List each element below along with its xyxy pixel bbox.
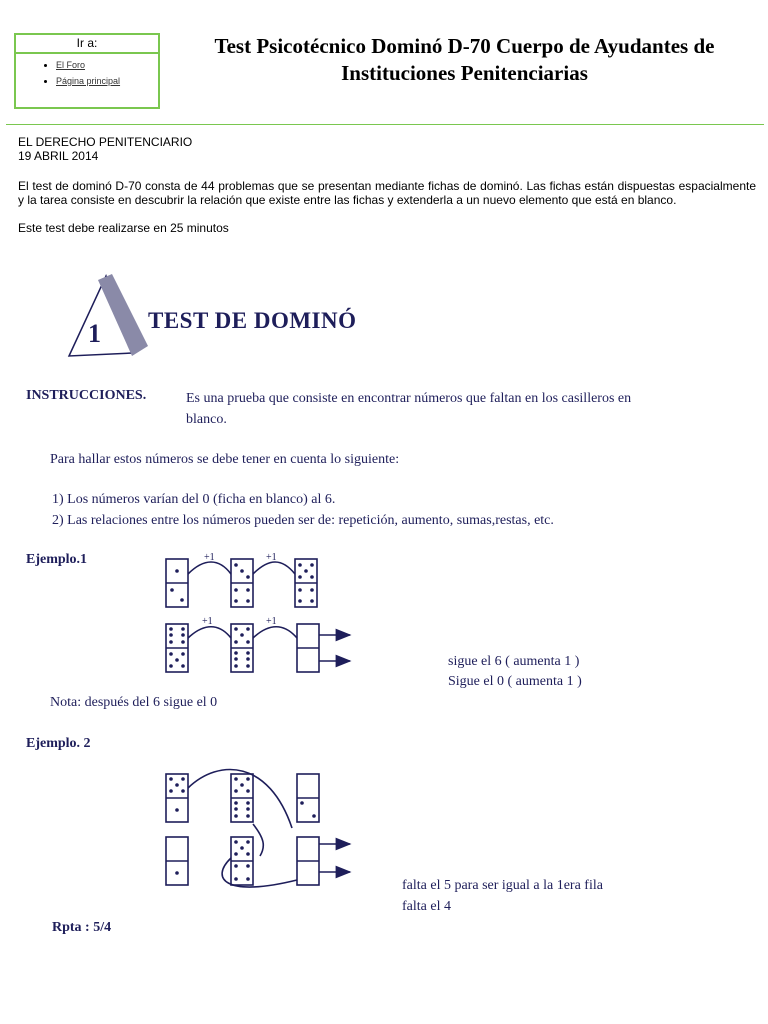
example-1-answer-1: sigue el 6 ( aumenta 1 ) [448,654,580,669]
nav-list [16,60,158,86]
instructions-heading: INSTRUCCIONES. [26,388,147,403]
intro-paragraph: El test de dominó D-70 consta de 44 problemas que se presentan mediante fichas de dominó. Las fichas están dispuestas espacialmente y la tarea consiste en descubrir la relación que existe entre las fichas y extenderla a un nuevo elemento que está en blanco. [18,179,756,207]
nav-box [14,33,160,109]
triangle-logo [69,274,148,356]
scanned-instructions-image [14,268,668,948]
example1-pips [169,563,314,668]
nav-item [56,76,158,86]
scan-graphics [14,268,668,948]
example2-pips [169,777,316,881]
example-2-answer-2: falta el 4 [402,899,451,914]
example-2-answer-1: falta el 5 para ser igual a la 1era fila [402,878,603,893]
instructions-text: Es una prueba que consiste en encontrar números que faltan en los casilleros en blanco. [186,391,632,427]
nav-link-foro[interactable]: El Foro [56,60,86,70]
plus-one-label: +1 [204,552,215,563]
example-2-result: Rpta : 5/4 [52,920,112,935]
example2-dominoes [166,770,350,888]
rule-2: 2) Las relaciones entre los números pueden ser de: repetición, aumento, sumas,restas, etc. [52,513,554,528]
example-1-label: Ejemplo.1 [26,552,88,567]
logo-number: 1 [88,319,101,348]
date: 19 ABRIL 2014 [18,149,99,163]
page-title: Test Psicotécnico Dominó D-70 Cuerpo de Ayudantes de Instituciones Penitenciarias [214,34,715,85]
divider [6,124,764,125]
example-1-answer-2: Sigue el 0 ( aumenta 1 ) [448,674,582,689]
nav-title: Ir a: [16,35,158,54]
article-body [18,135,756,235]
author: EL DERECHO PENITENCIARIO [18,135,193,149]
plus-one-label: +1 [266,616,277,627]
nav-link-home[interactable]: Página principal [56,76,121,86]
plus-one-label: +1 [202,616,213,627]
example1-dominoes [166,559,350,672]
instructions-paragraph: Para hallar estos números se debe tener en cuenta lo siguiente: [50,452,400,467]
example-1-note: Nota: después del 6 sigue el 0 [50,695,218,710]
scan-title: TEST DE DOMINÓ [148,308,357,333]
nav-item [56,60,158,70]
duration-paragraph: Este test debe realizarse en 25 minutos [18,221,229,235]
example-2-label: Ejemplo. 2 [26,736,91,751]
plus-one-label: +1 [266,552,277,563]
rule-1: 1) Los números varían del 0 (ficha en blanco) al 6. [52,492,336,507]
